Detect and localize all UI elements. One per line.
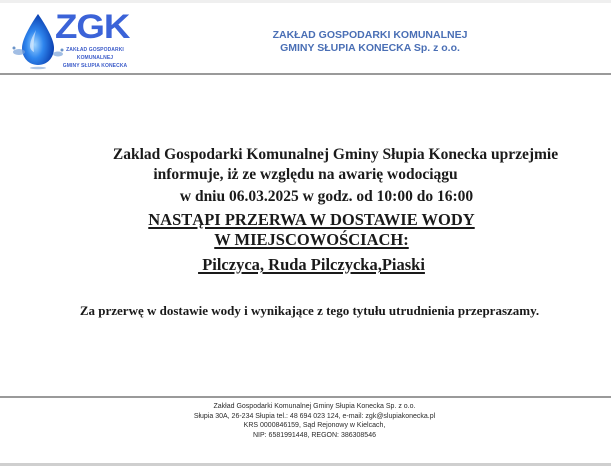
intro-line-1: Zaklad Gospodarki Komunalnej Gminy Słupia Konecka uprzejmie [112, 146, 559, 163]
footer-nip-regon: NIP: 6581991448, REGON: 386308546 [253, 431, 376, 439]
outage-headline [0, 210, 611, 250]
footer-company: Zakład Gospodarki Komunalnej Gminy Słupia Konecka Sp. z o.o. [213, 403, 416, 410]
footer-divider [0, 396, 611, 398]
logo-mark: ZGK [55, 8, 130, 46]
header-divider [0, 73, 611, 75]
affected-places [0, 255, 611, 275]
letterhead-footer [0, 402, 611, 440]
places-list: Pilczyca, Ruda Pilczycka,Piaski [198, 255, 425, 274]
logo-subtitle-line: GMINY SŁUPIA KONECKA [62, 63, 128, 69]
footer-krs: KRS 0000846159, Sąd Rejonowy w Kielcach, [243, 422, 386, 429]
outage-date-time: w dniu 06.03.2025 w godz. od 10:00 do 16:00 [179, 188, 474, 205]
logo-subtitle [56, 46, 134, 70]
logo-subtitle-line: ZAKŁAD GOSPODARKI [66, 47, 124, 53]
footer-address: Słupia 30A, 26-234 Słupia tel.: 48 694 023 124, e-mail: zgk@slupiakonecka.pl [193, 412, 436, 420]
intro-line-2: informuje, iż ze względu na awarię wodociągu [153, 166, 458, 183]
company-title-line: ZAKŁAD GOSPODARKI KOMUNALNEJ [272, 29, 468, 41]
notice-intro [0, 145, 611, 185]
zgk-logo [4, 10, 134, 72]
apology-text: Za przerwę w dostawie wody i wynikające z tego tytułu utrudnienia przepraszamy. [79, 303, 540, 318]
company-title [250, 29, 490, 55]
letterhead [0, 0, 611, 74]
logo-subtitle-line: KOMUNALNEJ [76, 55, 114, 61]
headline-line-1: NASTĄPI PRZERWA W DOSTAWIE WODY [148, 210, 475, 229]
headline-line-2: W MIEJSCOWOŚCIACH: [214, 230, 409, 249]
company-title-line: GMINY SŁUPIA KONECKA Sp. z o.o. [280, 42, 460, 54]
